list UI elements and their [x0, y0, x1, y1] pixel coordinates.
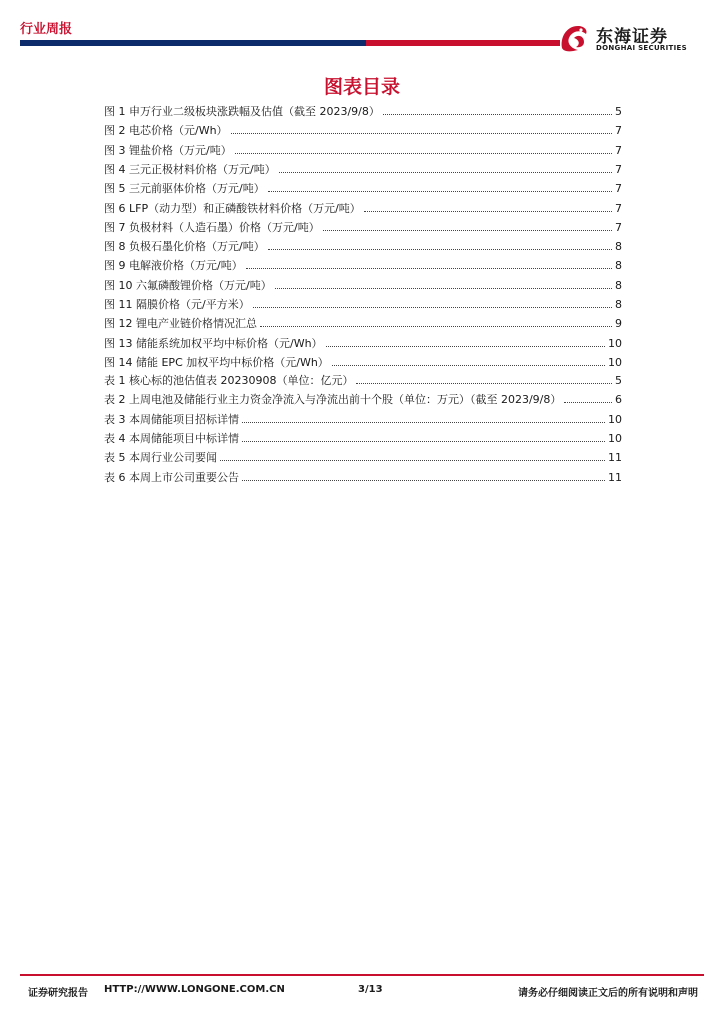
- toc-leader-dots: [235, 142, 612, 154]
- toc-entry-label: 图 14 储能 EPC 加权平均中标价格（元/Wh）: [104, 356, 329, 369]
- toc-entry-page: 8: [615, 240, 622, 253]
- toc-table-entry[interactable]: [104, 430, 622, 446]
- toc-entry-label: 图 3 锂盐价格（万元/吨）: [104, 144, 232, 157]
- toc-table-entry[interactable]: [104, 469, 622, 485]
- company-logo: [556, 20, 706, 56]
- toc-entry-label: 图 12 锂电产业链价格情况汇总: [104, 317, 257, 330]
- toc-entry-page: 7: [615, 202, 622, 215]
- toc-figure-entry[interactable]: [104, 277, 622, 293]
- toc-figure-entry[interactable]: [104, 315, 622, 331]
- toc-leader-dots: [231, 122, 612, 134]
- toc-entry-label: 表 6 本周上市公司重要公告: [104, 471, 239, 484]
- toc-leader-dots: [564, 391, 612, 403]
- toc-entry-label: 图 13 储能系统加权平均中标价格（元/Wh）: [104, 337, 323, 350]
- toc-entry-label: 表 2 上周电池及储能行业主力资金净流入与净流出前十个股（单位：万元）（截至 2023/9/8）: [104, 393, 562, 406]
- toc-entry-label: 图 4 三元正极材料价格（万元/吨）: [104, 163, 276, 176]
- toc-leader-dots: [332, 354, 605, 366]
- toc-figure-entry[interactable]: [104, 219, 622, 235]
- toc-leader-dots: [260, 315, 612, 327]
- toc-leader-dots: [246, 257, 612, 269]
- toc-leader-dots: [326, 335, 605, 347]
- toc-figure-entry[interactable]: [104, 296, 622, 312]
- logo-en-text: DONGHAI SECURITIES: [596, 44, 687, 52]
- toc-entry-page: 8: [615, 279, 622, 292]
- toc-entry-label: 图 8 负极石墨化价格（万元/吨）: [104, 240, 265, 253]
- toc-entry-label: 图 5 三元前驱体价格（万元/吨）: [104, 182, 265, 195]
- toc-entry-page: 8: [615, 259, 622, 272]
- toc-entry-page: 10: [608, 356, 622, 369]
- toc-figure-entry[interactable]: [104, 103, 622, 119]
- toc-figure-entry[interactable]: [104, 142, 622, 158]
- toc-entry-page: 7: [615, 182, 622, 195]
- toc-table-entry[interactable]: [104, 449, 622, 465]
- toc-entry-label: 图 2 电芯价格（元/Wh）: [104, 124, 228, 137]
- toc-leader-dots: [242, 411, 605, 423]
- toc-leader-dots: [220, 449, 605, 461]
- toc-leader-dots: [279, 161, 612, 173]
- toc-entry-page: 10: [608, 337, 622, 350]
- toc-entry-label: 图 11 隔膜价格（元/平方米）: [104, 298, 250, 311]
- footer-report-type: 证券研究报告: [28, 988, 88, 999]
- toc-figure-entry[interactable]: [104, 122, 622, 138]
- toc-entry-page: 10: [608, 413, 622, 426]
- toc-table-entry[interactable]: [104, 372, 622, 388]
- toc-figure-entry[interactable]: [104, 238, 622, 254]
- toc-leader-dots: [323, 219, 612, 231]
- toc-entry-label: 图 10 六氟磷酸锂价格（万元/吨）: [104, 279, 272, 292]
- toc-entry-label: 图 9 电解液价格（万元/吨）: [104, 259, 243, 272]
- toc-entry-page: 7: [615, 221, 622, 234]
- toc-entry-page: 7: [615, 163, 622, 176]
- toc-figure-entry[interactable]: [104, 257, 622, 273]
- footer-disclaimer: 请务必仔细阅读正文后的所有说明和声明: [518, 988, 698, 999]
- toc-leader-dots: [253, 296, 612, 308]
- footer-url-link[interactable]: HTTP://WWW.LONGONE.COM.CN: [104, 984, 285, 995]
- toc-entry-label: 图 6 LFP（动力型）和正磷酸铁材料价格（万元/吨）: [104, 202, 361, 215]
- toc-entry-page: 8: [615, 298, 622, 311]
- toc-leader-dots: [268, 180, 612, 192]
- toc-leader-dots: [364, 200, 612, 212]
- toc-leader-dots: [242, 469, 605, 481]
- toc-entry-page: 11: [608, 451, 622, 464]
- toc-entry-page: 7: [615, 144, 622, 157]
- toc-figure-entry[interactable]: [104, 161, 622, 177]
- header-bar: [20, 40, 560, 46]
- toc-leader-dots: [356, 372, 612, 384]
- toc-entry-page: 11: [608, 471, 622, 484]
- header-section-label: 行业周报: [20, 22, 73, 37]
- toc-leader-dots: [383, 103, 612, 115]
- toc-entry-page: 7: [615, 124, 622, 137]
- toc-figure-entry[interactable]: [104, 200, 622, 216]
- toc-leader-dots: [275, 277, 612, 289]
- toc-figure-entry[interactable]: [104, 335, 622, 351]
- toc-entry-page: 9: [615, 317, 622, 330]
- toc-entry-label: 表 5 本周行业公司要闻: [104, 451, 217, 464]
- toc-entry-label: 表 3 本周储能项目招标详情: [104, 413, 239, 426]
- toc-figure-entry[interactable]: [104, 180, 622, 196]
- logo-cn-text: 东海证券: [596, 27, 668, 47]
- toc-entry-label: 图 7 负极材料（人造石墨）价格（万元/吨）: [104, 221, 320, 234]
- footer-divider: [20, 974, 704, 976]
- toc-entry-page: 10: [608, 432, 622, 445]
- toc-entry-page: 6: [615, 393, 622, 406]
- toc-entry-page: 5: [615, 374, 622, 387]
- dragon-logo-icon: [556, 20, 592, 56]
- toc-entry-label: 表 4 本周储能项目中标详情: [104, 432, 239, 445]
- toc-entry-label: 表 1 核心标的池估值表 20230908（单位：亿元）: [104, 374, 354, 387]
- toc-leader-dots: [242, 430, 605, 442]
- page-title: 图表目录: [323, 76, 400, 98]
- toc-figure-entry[interactable]: [104, 354, 622, 370]
- toc-entry-page: 5: [615, 105, 622, 118]
- toc-entry-label: 图 1 申万行业二级板块涨跌幅及估值（截至 2023/9/8）: [104, 105, 380, 118]
- toc-table-entry[interactable]: [104, 391, 622, 407]
- toc-table-entry[interactable]: [104, 411, 622, 427]
- footer-page-number: 3/13: [358, 984, 383, 995]
- toc-leader-dots: [268, 238, 612, 250]
